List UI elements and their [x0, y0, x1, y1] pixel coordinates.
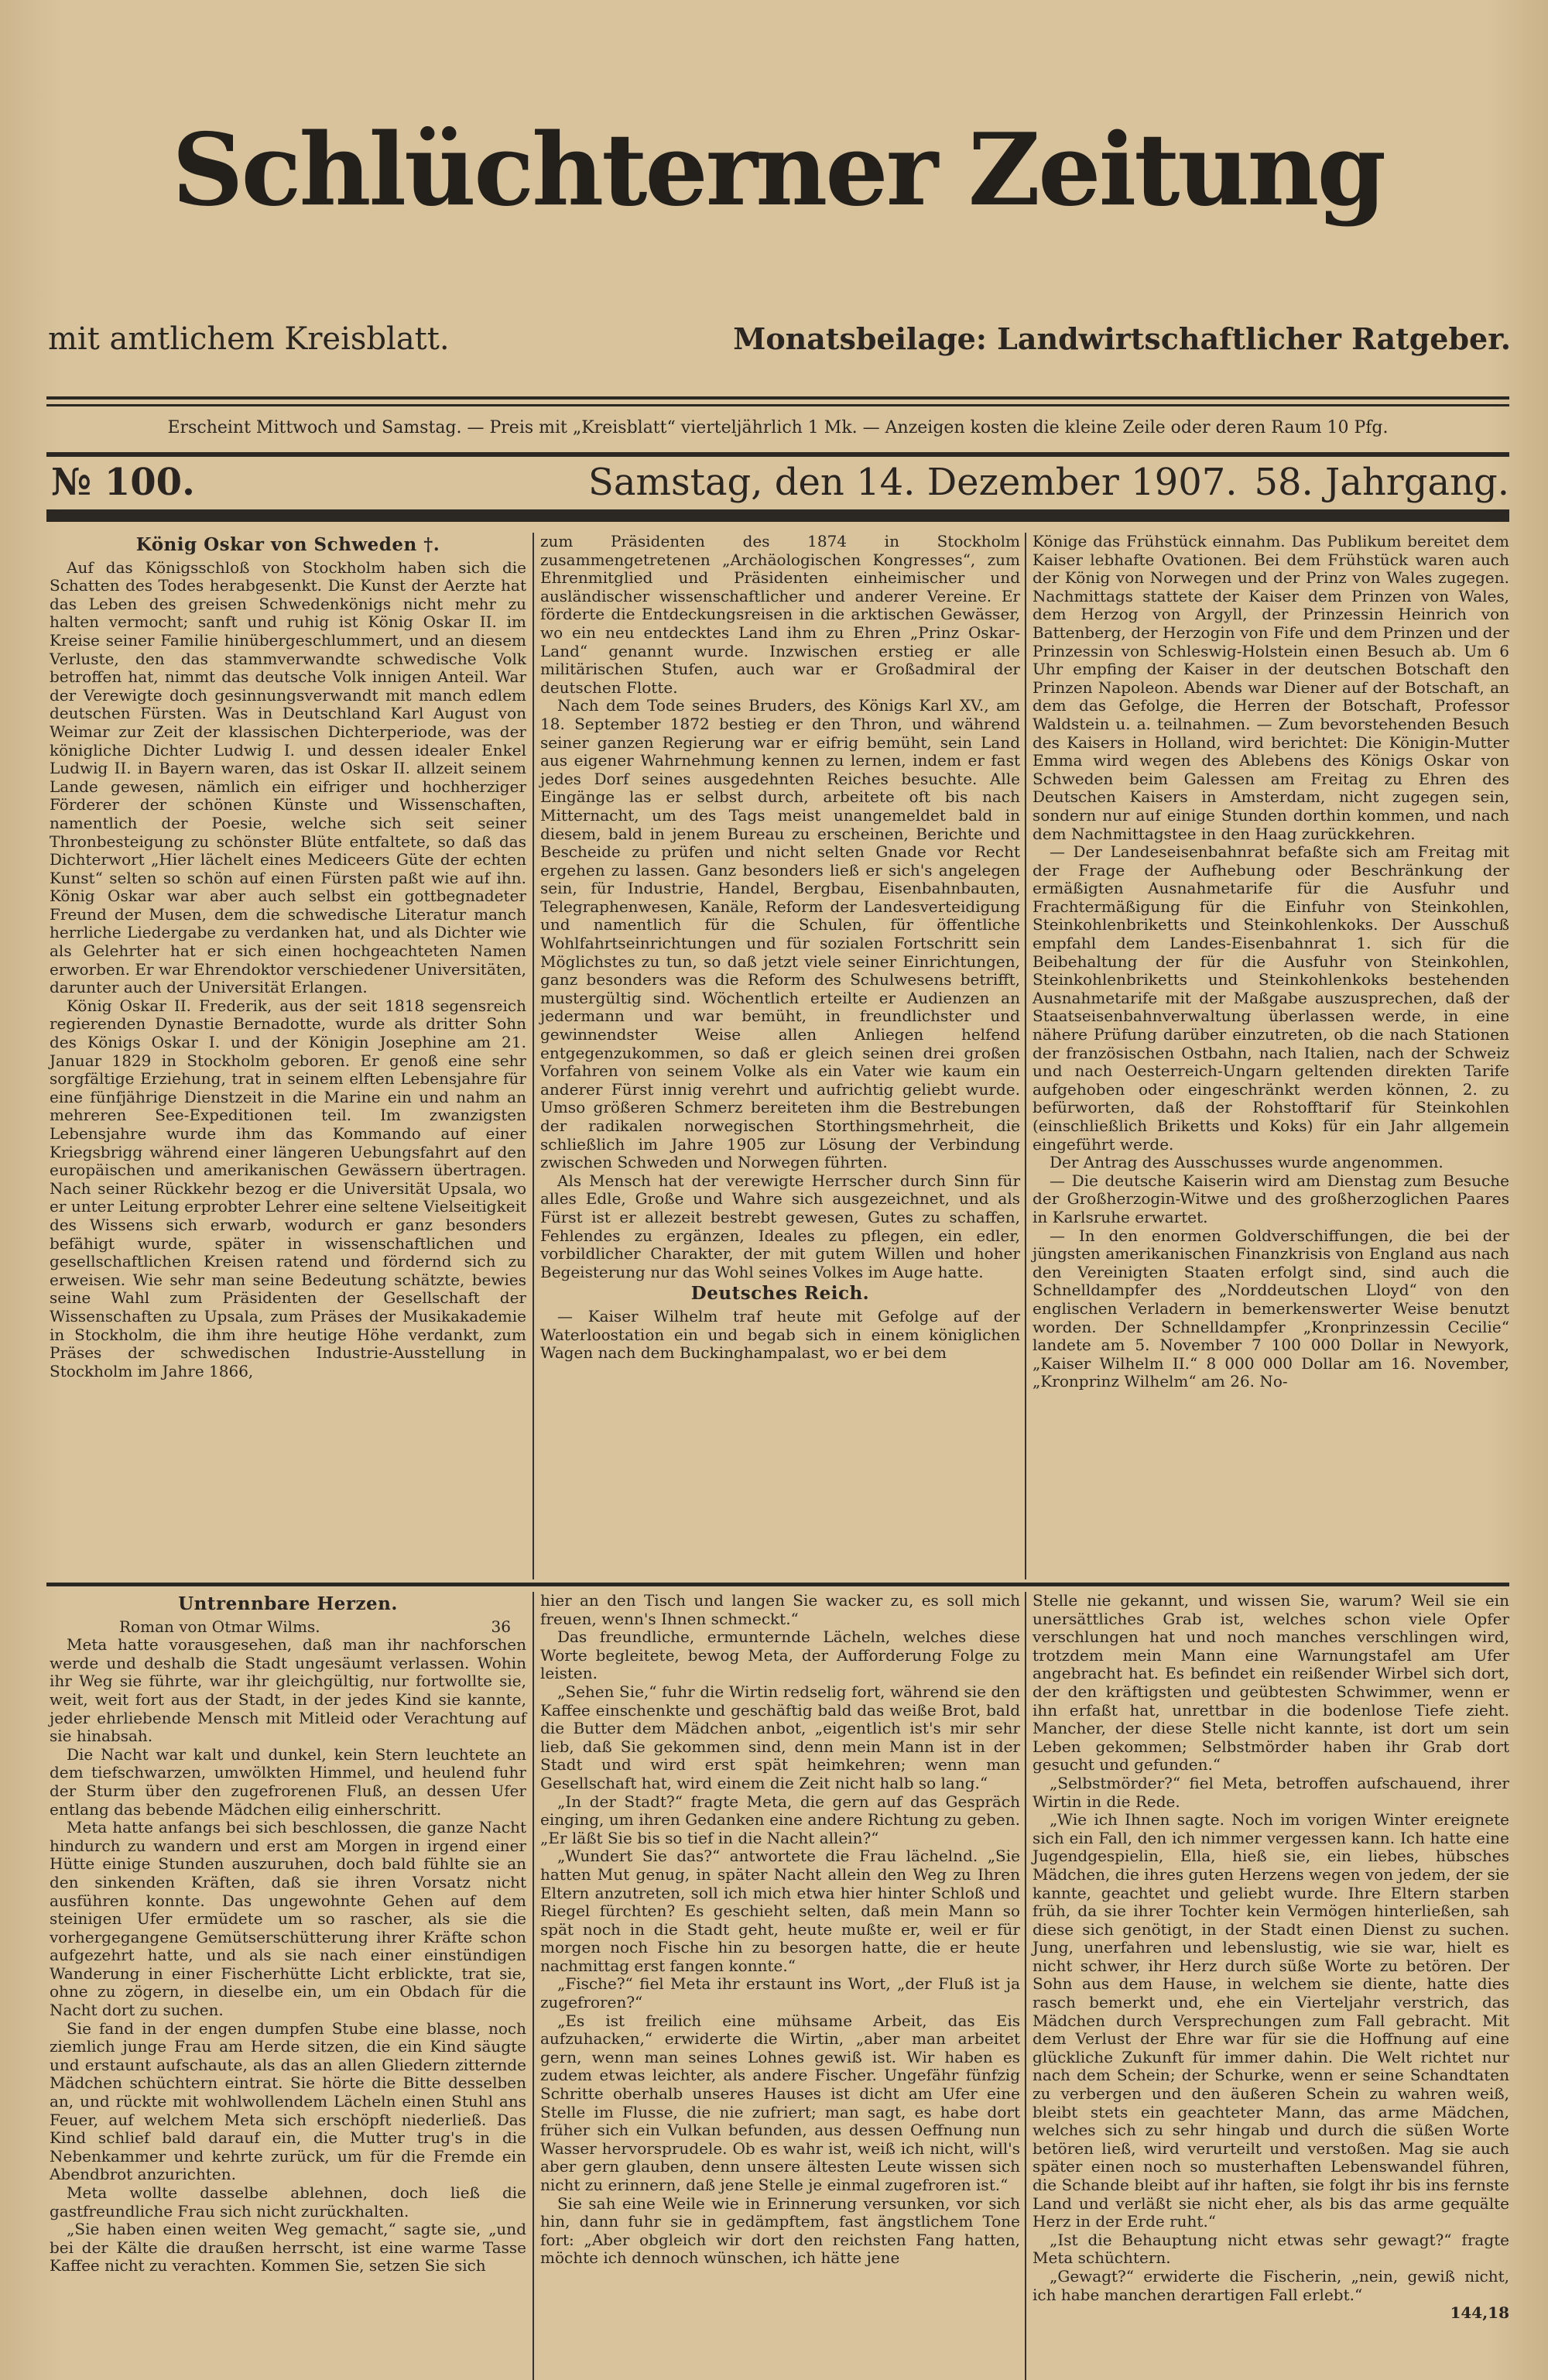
divider: [46, 509, 1509, 522]
info-line: Erscheint Mittwoch und Samstag. — Preis mit „Kreisblatt“ vierteljährlich 1 Mk. — Anzeigen kosten die kleine Zeile oder deren Raum 10 Pfg.: [167, 418, 1389, 437]
paragraph: König Oskar II. Frederik, aus der seit 1818 segensreich regierenden Dynastie Bernadotte, wurde als dritter Sohn des Königs Oskar I. und der Königin Josephine am 21. Januar 1829 in Stockholm geboren. Er genoß eine sehr sorgfältige Erziehung, trat in seinem elften Lebensjahre für eine fünfjährige Dienstzeit in die Marine ein und nahm an mehreren See-Expeditionen teil. Im zwanzigsten Lebensjahre wurde ihm das Kommando auf einer Kriegsbrigg während einer längeren Uebungsfahrt auf den europäischen und amerikanischen Gewässern übertragen. Nach seiner Rückkehr bezog er die Universität Upsala, wo er unter Leitung erprobter Lehrer eine seltene Vielseitigkeit des Wissens sich erwarb, wodurch er ganz besonders befähigt wurde, später in wissenschaftlichen und gesellschaftlichen Kreisen ratend und fördernd sich zu erweisen. Wie sehr man seine Bedeutung schätzte, bewies seine Wahl zum Präsidenten der Gesellschaft der Wissenschaften zu Upsala, zum Präses der Musikakademie in Stockholm, die ihm ihre heutige Höhe verdankt, zum Präses der schwedischen Industrie-Ausstellung in Stockholm im Jahre 1866,: [50, 996, 526, 1380]
paragraph: „In der Stadt?“ fragte Meta, die gern auf das Gespräch einging, um ihren Gedanken eine andere Richtung zu geben. „Er läßt Sie bis so tief in die Nacht allein?“: [540, 1792, 1020, 1847]
paragraph: Nach dem Tode seines Bruders, des Königs Karl XV., am 18. September 1872 bestieg er den Thron, und während seiner ganzen Regierung war er eifrig bemüht, sein Land aus eigener Wahrnehmung kennen zu lernen, indem er fast jedes Dorf seines ausgedehnten Reiches besuchte. Alle Eingänge las er selbst durch, arbeitete oft bis nach Mitternacht, um des Tags meist unangemeldet bald in diesem, bald in jenem Bureau zu erscheinen, Berichte und Bescheide zu prüfen und nicht selten Gnade vor Recht ergehen zu lassen. Ganz besonders ließ er sich's angelegen sein, für Industrie, Handel, Bergbau, Eisenbahnbauten, Telegraphenwesen, Kanäle, Reform der Landesverteidigung und namentlich für die Schulen, für öffentliche Wohlfahrtseinrichtungen und für sozialen Fortschritt sein Möglichstes zu tun, so daß jetzt viele seiner Einrichtungen, ganz besonders was die Reform des Schulwesens betrifft, mustergültig sind. Wöchentlich erteilte er Audienzen an jedermann und war bemüht, in freundlichster und gewinnendster Weise allen Anliegen helfend entgegenzukommen, so daß er gleich seinen drei großen Vorfahren von seinem Volke als ein Vater wie kaum ein anderer Fürst innig verehrt und aufrichtig geliebt wurde. Umso größeren Schmerz bereiteten ihm die Bestrebungen der radikalen norwegischen Storthingsmehrheit, die schließlich im Jahre 1905 zur Lösung der Verbindung zwischen Schweden und Norwegen führten.: [540, 696, 1020, 1172]
paragraph: „Fische?“ fiel Meta ihr erstaunt ins Wort, „der Fluß ist ja zugefroren?“: [540, 1974, 1020, 2012]
byline: [50, 1618, 526, 1637]
article-heading: Untrennbare Herzen.: [178, 1593, 398, 1614]
subtitle-right: Monatsbeilage: Landwirtschaftlicher Ratgeber.: [733, 321, 1511, 356]
paragraph: Als Mensch hat der verewigte Herrscher durch Sinn für alles Edle, Große und Wahre sich ausgezeichnet, und als Fürst ist er allezeit bestrebt gewesen, Gutes zu schaffen, Fehlendes zu ergänzen, Ideales zu pflegen, ein edler, vorbildlicher Charakter, der mit gutem Willen und hoher Begeisterung nur das Wohl seines Volkes im Auge hatte.: [540, 1171, 1020, 1281]
issue-date: Samstag, den 14. Dezember 1907.: [588, 461, 1238, 504]
paragraph: „Gewagt?“ erwiderte die Fischerin, „nein, gewiß nicht, ich habe manchen derartigen Fall erlebt.“: [1033, 2266, 1509, 2304]
paragraph: — In den enormen Goldverschiffungen, die bei der jüngsten amerikanischen Finanzkrisis von England aus nach den Vereinigten Staaten erfolgt sind, sind auch die Schnelldampfer des „Norddeutschen Lloyd“ von den englischen Verladern in bemerkenswerter Weise benutzt worden. Der Schnelldampfer „Kronprinzessin Cecilie“ landete am 5. November 7 100 000 Dollar in Newyork, „Kaiser Wilhelm II.“ 8 000 000 Dollar am 16. November, „Kronprinz Wilhelm“ am 26. No-: [1033, 1226, 1509, 1391]
article-heading: König Oskar von Schweden †.: [135, 534, 440, 555]
paragraph: „Sehen Sie,“ fuhr die Wirtin redselig fort, während sie den Kaffee einschenkte und geschäftig bald das weiße Brot, bald die Butter dem Mädchen anbot, „eigentlich ist's mir sehr lieb, daß Sie gekommen sind, denn mein Mann ist in der Stadt und wird erst spät heimkehren; wenn man Gesellschaft hat, wird einem die Zeit nicht halb so lang.“: [540, 1682, 1020, 1792]
column-rule: [533, 533, 534, 1579]
paragraph: Die Nacht war kalt und dunkel, kein Stern leuchtete an dem tiefschwarzen, umwölkten Himmel, und heulend fuhr der Sturm über den zugefrorenen Fluß, an dessen Ufer entlang das bebende Mädchen eilig einherschritt.: [50, 1744, 526, 1819]
paragraph: „Ist die Behauptung nicht etwas sehr gewagt?“ fragte Meta schüchtern.: [1033, 2230, 1509, 2268]
divider: [46, 452, 1509, 457]
column-rule: [1025, 533, 1026, 1579]
subtitle-left: mit amtlichem Kreisblatt.: [48, 321, 450, 357]
column-top-3: [1033, 533, 1509, 1391]
paragraph: Meta wollte dasselbe ablehnen, doch ließ die gastfreundliche Frau sich nicht zurückhalten.: [50, 2183, 526, 2221]
column-top-2: [540, 533, 1020, 1363]
paragraph: „Wie ich Ihnen sagte. Noch im vorigen Winter ereignete sich ein Fall, den ich nimmer vergessen kann. Ich hatte eine Jugendgespielin, Ella, hieß sie, ein liebes, hübsches Mädchen, die ihres guten Herzens wegen von jedem, der sie kannte, geachtet und geliebt wurde. Ihre Eltern starben früh, da sie ihrer Tochter kein Vermögen hinterließen, sah diese sich genötigt, in der Stadt einen Dienst zu suchen. Jung, unerfahren und lebenslustig, wie sie war, hielt es nicht schwer, ihr Herz durch süße Worte zu betören. Der Sohn aus dem Hause, in welchem sie diente, hatte dies rasch bemerkt und, ehe ein Vierteljahr verstrich, das Mädchen durch Versprechungen zum Fall gebracht. Mit dem Verlust der Ehre war für sie die Hoffnung auf eine glückliche Zukunft für immer dahin. Die Welt richtet nur nach dem Schein; der Schurke, wenn er seine Schandtaten zu verbergen und den äußeren Schein zu wahren weiß, bleibt stets ein geachteter Mann, das arme Mädchen, welches sich zu sehr hingab und durch die süßen Worte betören ließ, wird verurteilt und verstoßen. Mag sie auch später einen noch so musterhaften Lebenswandel führen, die Schande bleibt auf ihr haften, sie folgt ihr bis ins fernste Land und verläßt sie nicht eher, als bis das arme gequälte Herz in der Erde ruht.“: [1033, 1810, 1509, 2231]
article-heading: Deutsches Reich.: [690, 1283, 870, 1305]
divider: [46, 1583, 1509, 1586]
paragraph: hier an den Tisch und langen Sie wacker zu, es soll mich freuen, wenn's Ihnen schmeckt.“: [540, 1591, 1020, 1628]
paragraph: Auf das Königsschloß von Stockholm haben sich die Schatten des Todes herabgesenkt. Die Kunst der Aerzte hat das Leben des greisen Schwedenkönigs nicht mehr zu halten vermocht; sanft und ruhig ist König Oskar II. im Kreise seiner Familie hinübergeschlummert, und an diesem Verluste, den das stammverwandte schwedische Volk betroffen hat, nimmt das deutsche Volk innigen Anteil. War der Verewigte doch gesinnungsverwandt mit manch edlem deutschen Fürsten. Was in Deutschland Karl August von Weimar zur Zeit der klassischen Dichterperiode, was der königliche Dichter Ludwig I. und dessen idealer Enkel Ludwig II. in Bayern waren, das ist Oskar II. allzeit seinem Lande gewesen, nämlich ein eifriger und hochherziger Förderer der schönen Künste und Wissenschaften, namentlich der Poesie, welche sich seit seiner Thronbesteigung zu schönster Blüte entfaltete, so daß das Dichterwort „Hier lächelt eines Mediceers Güte der echten Kunst“ selten so schön auf einen Fürsten paßt wie auf ihn. König Oskar war aber auch selbst ein gottbegnadeter Freund der Musen, dem die schwedische Literatur manch herrliche Liedergabe zu verdanken hat, und als Dichter wie als Gelehrter hat er sich einen hochgeachteten Namen erworben. Er war Ehrendoktor verschiedener Universitäten, darunter auch der Universität Erlangen.: [50, 557, 526, 997]
paragraph: Stelle nie gekannt, und wissen Sie, warum? Weil sie ein unersättliches Grab ist, welches schon viele Opfer verschlungen hat und noch manches verschlingen wird, trotzdem mein Mann eine Warnungstafel am Ufer angebracht hat. Es befindet ein reißender Wirbel sich dort, der den kräftigsten und geübtesten Schwimmer, wenn er ihn erfaßt hat, unrettbar in die bodenlose Tiefe zieht. Mancher, der diese Stelle nicht kannte, ist dort um sein Leben gekommen; Selbstmörder haben ihr Grab dort gesucht und gefunden.“: [1033, 1591, 1509, 1775]
paragraph: „Sie haben einen weiten Weg gemacht,“ sagte sie, „und bei der Kälte die draußen herrscht, ist eine warme Tasse Kaffee nicht zu verachten. Kommen Sie, setzen Sie sich: [50, 2220, 526, 2275]
paragraph: Könige das Frühstück einnahm. Das Publikum bereitet dem Kaiser lebhafte Ovationen. Bei dem Frühstück waren auch der König von Norwegen und der Prinz von Wales zugegen. Nachmittags stattete der Kaiser dem Prinzen von Wales, dem Herzog von Argyll, der Prinzessin Heinrich von Battenberg, der Herzogin von Fife und dem Prinzen und der Prinzessin von Schleswig-Holstein einen Besuch ab. Um 6 Uhr empfing der Kaiser in der deutschen Botschaft den Prinzen Napoleon. Abends war Diener auf der Botschaft, an dem das Gefolge, die Herren der Botschaft, Professor Waldstein u. a. teilnahmen. — Zum bevorstehenden Besuch des Kaisers in Holland, wird berichtet: Die Königin-Mutter Emma wird wegen des Ablebens des Königs Oskar von Schweden beim Galessen am Freitag zu Ehren des Deutschen Kaisers in Amsterdam, nicht zugegen sein, sondern nur auf einige Stunden dorthin kommen, und nach dem Nachmittagstee in den Haag zurückkehren.: [1033, 532, 1509, 843]
paragraph: zum Präsidenten des 1874 in Stockholm zusammengetretenen „Archäologischen Kongresses“, zum Ehrenmitglied und Präsidenten einheimischer und ausländischer wissenschaftlicher und anderer Vereine. Er förderte die Entdeckungsreisen in die arktischen Gewässer, wo ein neu entdecktes Land ihm zu Ehren „Prinz Oskar-Land“ genannt wurde. Inzwischen erstieg er alle militärischen Stufen, auch war er Großadmiral der deutschen Flotte.: [540, 532, 1020, 697]
paragraph: Das freundliche, ermunternde Lächeln, welches diese Worte begleitete, bewog Meta, der Aufforderung Folge zu leisten.: [540, 1627, 1020, 1683]
installment-number: 36: [491, 1617, 511, 1636]
column-rule: [1025, 1592, 1026, 2380]
paragraph: — Der Landeseisenbahnrat befaßte sich am Freitag mit der Frage der Aufhebung oder Beschränkung der ermäßigten Ausnahmetarife für die Ausfuhr und Frachtermäßigung für die Einfuhr von Steinkohlen, Steinkohlenbriketts und Steinkohlenkoks. Der Ausschuß empfahl dem Landes-Eisenbahnrat 1. sich für die Beibehaltung der für die Ausfuhr von Steinkohlen, Steinkohlenbriketts und Steinkohlenkoks bestehenden Ausnahmetarife mit der Maßgabe auszusprechen, daß der Staatseisenbahnverwaltung überlassen werde, in eine nähere Prüfung darüber einzutreten, ob die nach Stationen der französischen Ostbahn, nach Italien, nach der Schweiz und nach Oesterreich-Ungarn geltenden direkten Tarife aufgehoben oder eingeschränkt werden können, 2. zu befürworten, daß der Rohstofftarif für Steinkohlen (einschließlich Briketts und Koks) für ein Jahr allgemein eingeführt werde.: [1033, 842, 1509, 1154]
column-top-1: [50, 533, 526, 1380]
paragraph: „Es ist freilich eine mühsame Arbeit, das Eis aufzuhacken,“ erwiderte die Wirtin, „aber man arbeitet gern, wenn man seines Lohnes gewiß ist. Wir haben es zudem etwas leichter, als andere Fischer. Ungefähr fünfzig Schritte oberhalb unseres Hauses ist dicht am Ufer eine Stelle im Flusse, die nie zufriert; man sagt, es habe dort früher sich ein Vulkan befunden, aus dessen Oeffnung nun Wasser hervorsprudele. Ob es wahr ist, weiß ich nicht, will's aber gern glauben, denn unsere ältesten Leute wissen sich nicht zu erinnern, daß jene Stelle je einmal zugefroren ist.“: [540, 2011, 1020, 2194]
newspaper-title: Schlüchterner Zeitung: [172, 112, 1384, 228]
divider: [46, 404, 1509, 406]
paragraph: Sie fand in der engen dumpfen Stube eine blasse, noch ziemlich junge Frau am Herde sitzen, die ein Kind säugte und erstaunt aufschaute, als das an allen Gliedern zitternde Mädchen schüchtern eintrat. Sie hörte die Bitte desselben an, und rückte mit wohlwollendem Lächeln einen Stuhl ans Feuer, auf welchem Meta sich erschöpft niederließ. Das Kind schlief bald darauf ein, die Mutter trug's in die Nebenkammer und kehrte zurück, um für die Fremde ein Abendbrot anzurichten.: [50, 2018, 526, 2184]
column-bottom-2: [540, 1592, 1020, 2268]
column-rule: [533, 1592, 534, 2380]
paragraph: Meta hatte anfangs bei sich beschlossen, die ganze Nacht hindurch zu wandern und erst am Morgen in irgend einer Hütte einige Stunden auszuruhen, doch bald fühlte sie an den sinkenden Kräften, daß sie ihren Vorsatz nicht ausführen konnte. Das ungewohnte Gehen auf dem steinigen Ufer ermüdete um so rascher, als sie die vorhergegangene Gemütserschütterung ihrer Kräfte schon aufgezehrt hatte, und als sie nach einer einstündigen Wanderung in einer Fischerhütte Licht erblickte, trat sie, ohne zu zögern, in dieselbe ein, um ein Obdach für die Nacht dort zu suchen.: [50, 1818, 526, 2020]
paragraph: — Kaiser Wilhelm traf heute mit Gefolge auf der Waterloostation ein und begab sich in einem königlichen Wagen nach dem Buckinghampalast, wo er bei dem: [540, 1306, 1020, 1363]
paragraph: „Wundert Sie das?“ antwortete die Frau lächelnd. „Sie hatten Mut genug, in später Nacht allein den Weg zu Ihren Eltern anzutreten, soll ich mich etwa hier hinter Schloß und Riegel fürchten? Es geschieht selten, daß mein Mann so spät noch in die Stadt geht, heute mußte er, weil er für morgen noch Fische hin zu besorgen hatte, die er heute nachmittag erst fangen konnte.“: [540, 1847, 1020, 1975]
paragraph: Sie sah eine Weile wie in Erinnerung versunken, vor sich hin, dann fuhr sie in gedämpftem, fast ängstlichem Tone fort: „Aber obgleich wir dort den reichsten Fang hatten, möchte ich dennoch wünschen, ich hätte jene: [540, 2193, 1020, 2268]
footer-code: 144,18: [1450, 2303, 1509, 2323]
column-bottom-1: [50, 1592, 526, 2275]
paragraph: Meta hatte vorausgesehen, daß man ihr nachforschen werde und deshalb die Stadt ungesäumt verlassen. Wohin ihr Weg sie führte, war ihr gleichgültig, nur fortwollte sie, weit, weit fort aus der Stadt, in der jedes Kind sie kannte, jeder ehrliebende Mensch mit Mitleid oder Verachtung auf sie hinabsah.: [50, 1635, 526, 1746]
paragraph: „Selbstmörder?“ fiel Meta, betroffen aufschauend, ihrer Wirtin in die Rede.: [1033, 1773, 1509, 1811]
column-bottom-3: [1033, 1592, 1509, 2323]
author: Roman von Otmar Wilms.: [119, 1617, 320, 1636]
paragraph: — Die deutsche Kaiserin wird am Dienstag zum Besuche der Großherzogin-Witwe und des großherzoglichen Paares in Karlsruhe erwartet.: [1033, 1171, 1509, 1226]
issue-number: № 100.: [51, 461, 195, 504]
masthead-title: [46, 101, 1509, 240]
divider: [46, 396, 1509, 400]
paragraph: Der Antrag des Ausschusses wurde angenommen.: [1050, 1153, 1444, 1172]
volume: 58. Jahrgang.: [1254, 461, 1509, 504]
